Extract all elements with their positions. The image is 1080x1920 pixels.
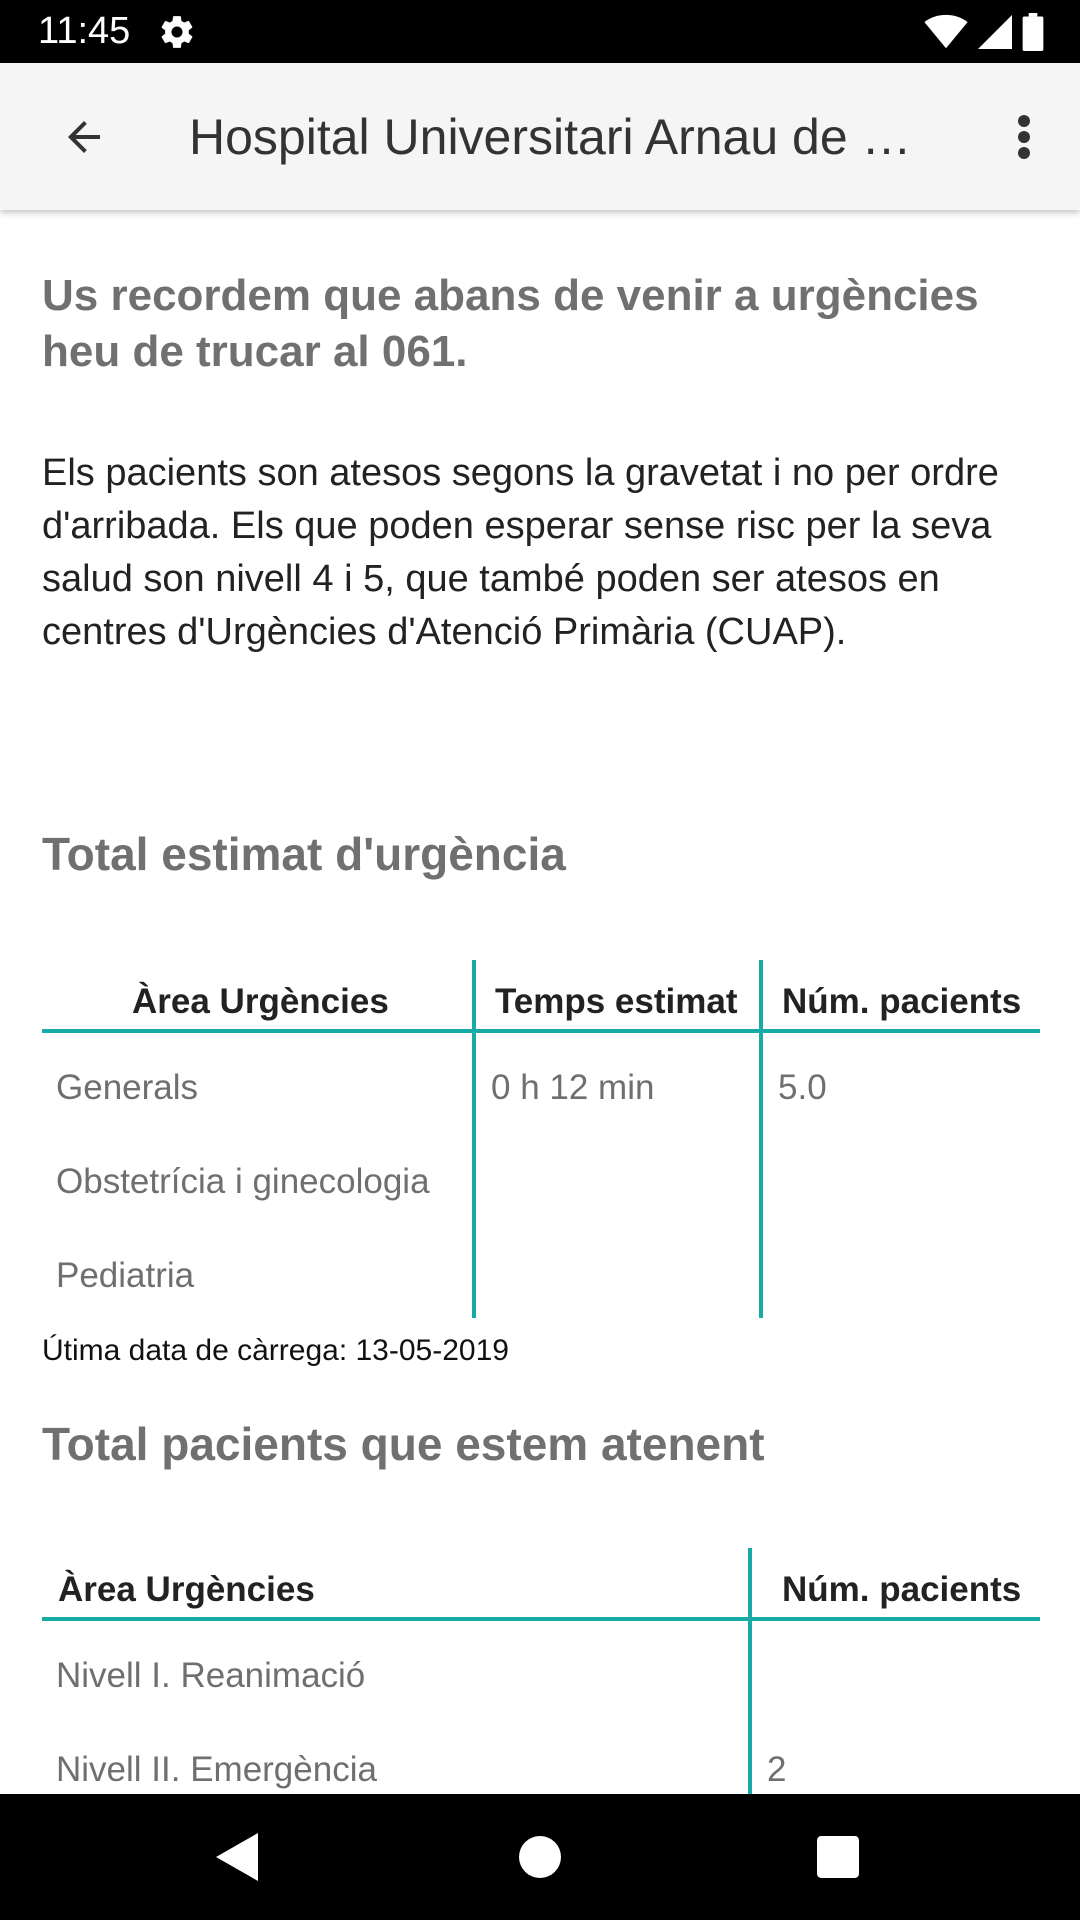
estimate-section-title: Total estimat d'urgència: [42, 828, 566, 880]
status-time: 11:45: [38, 10, 131, 52]
nav-home-button[interactable]: [505, 1822, 575, 1892]
last-update-text: Útima data de càrrega: 13-05-2019: [42, 1334, 509, 1367]
status-bar: [0, 0, 1080, 63]
nav-recents-button[interactable]: [803, 1822, 873, 1892]
wifi-icon: [924, 14, 968, 50]
attending-section-title: Total pacients que estem atenent: [42, 1418, 765, 1470]
overflow-menu-button[interactable]: [996, 103, 1052, 171]
nav-back-button[interactable]: [203, 1822, 273, 1892]
nav-recents-icon: [817, 1836, 859, 1878]
cell-area: Obstetrícia i ginecologia: [56, 1162, 430, 1201]
header-divider: [42, 1029, 1040, 1033]
attending-table: [42, 1548, 1040, 1794]
cell-area: Generals: [56, 1068, 199, 1107]
cell-area: Nivell I. Reanimació: [56, 1656, 366, 1695]
header-patients: Núm. pacients: [782, 1570, 1022, 1609]
cell-patients: 5.0: [778, 1068, 827, 1107]
header-patients: Núm. pacients: [782, 982, 1022, 1021]
system-nav-bar: [0, 1794, 1080, 1920]
cell-time: 0 h 12 min: [491, 1068, 655, 1107]
cell-area: Pediatria: [56, 1256, 195, 1295]
app-bar: [0, 63, 1080, 210]
status-icons: [924, 12, 1044, 52]
emergency-notice: Us recordem que abans de venir a urgències heu de trucar al 061.: [42, 271, 979, 376]
settings-gear-icon: [158, 13, 196, 51]
header-time: Temps estimat: [495, 982, 738, 1021]
header-divider: [42, 1617, 1040, 1621]
column-divider: [472, 960, 476, 1318]
column-divider: [748, 1548, 752, 1794]
column-divider: [759, 960, 763, 1318]
nav-home-icon: [519, 1836, 561, 1878]
cell-area: Nivell II. Emergència: [56, 1750, 377, 1789]
nav-back-icon: [216, 1833, 260, 1881]
content-scroll[interactable]: [0, 210, 1080, 1794]
back-button[interactable]: [42, 103, 126, 171]
cell-signal-icon: [978, 14, 1012, 50]
header-area: Àrea Urgències: [58, 1570, 315, 1609]
cell-patients: 2: [767, 1750, 787, 1789]
triage-info: Els pacients son atesos segons la gravetat i no per ordre d'arribada. Els que poden esperar sense risc per la seva salud son nivell 4 i 5, que també poden ser atesos en centres d'Urgències d'Atenció Primària (CUAP).: [42, 452, 999, 653]
battery-icon: [1022, 13, 1044, 51]
arrow-back-icon: [60, 113, 108, 161]
header-area: Àrea Urgències: [132, 982, 389, 1021]
more-vert-icon: [1017, 113, 1031, 161]
page-title: Hospital Universitari Arnau de …: [189, 109, 912, 165]
